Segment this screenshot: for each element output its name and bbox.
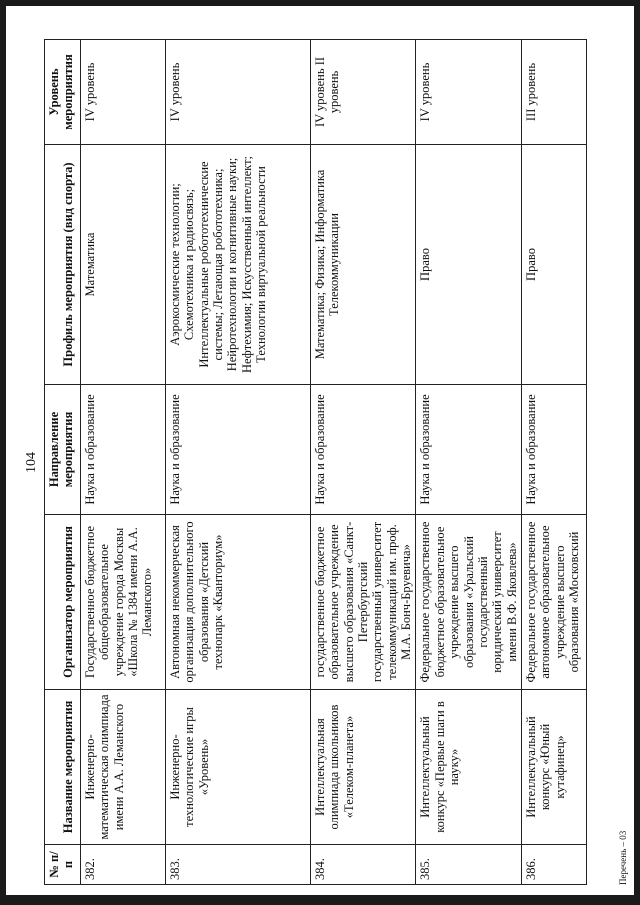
row-num: 384. (310, 845, 416, 885)
row-name: Интеллектуальный конкурс «Первые шаги в науку» (416, 690, 522, 845)
row-level: IV уровень (80, 40, 165, 145)
row-num: 382. (80, 845, 165, 885)
header-level: Уровень мероприятия (45, 40, 81, 145)
row-profile: Право (416, 145, 522, 385)
row-direction: Наука и образование (522, 385, 587, 515)
table-row (522, 40, 587, 885)
row-level: IV уровень II уровень (310, 40, 416, 145)
row-direction: Наука и образование (416, 385, 522, 515)
row-organizer: Государственное бюджетное общеобразовательное учреждение города Москвы «Школа № 1384 имени А.А. Леманского» (80, 515, 165, 690)
header-name: Название мероприятия (45, 690, 81, 845)
row-name: Инженерно-математическая олимпиада имени А.А. Леманского (80, 690, 165, 845)
row-direction: Наука и образование (165, 385, 310, 515)
scan-border-left (0, 0, 6, 905)
header-num: № п/п (45, 845, 81, 885)
table-row (310, 40, 416, 885)
row-organizer: Автономная некоммерческая организация дополнительного образования «Детский технопарк «Кванториум» (165, 515, 310, 690)
row-num: 386. (522, 845, 587, 885)
row-organizer: Федеральное государственное автономное образовательное учреждение высшего образования «Московский (522, 515, 587, 690)
row-level: IV уровень (416, 40, 522, 145)
header-organizer: Организатор мероприятия (45, 515, 81, 690)
scan-border-right (634, 0, 640, 905)
row-direction: Наука и образование (80, 385, 165, 515)
row-profile: Право (522, 145, 587, 385)
table-row (165, 40, 310, 885)
row-name: Интеллектуальный конкурс «Юный кутафинец» (522, 690, 587, 845)
table-row (80, 40, 165, 885)
row-organizer: Федеральное государственное бюджетное образовательное учреждение высшего образования «Уральский государственный юридический университет имени В.Ф. Яковлева» (416, 515, 522, 690)
document-page (24, 40, 630, 885)
row-direction: Наука и образование (310, 385, 416, 515)
row-level: III уровень (522, 40, 587, 145)
row-profile: Математика; Физика; Информатика Телекоммуникации (310, 145, 416, 385)
row-profile: Математика (80, 145, 165, 385)
row-profile: Аэрокосмические технологии; Схемотехника и радиосвязь; Интеллектуальные робототехнические системы; Летающая робототехника; Нейротехнологии и когнитивные науки; Нефтехимия; Искусственный интеллект; Технологии виртуальной реальности (165, 145, 310, 385)
events-table (44, 39, 587, 885)
scan-border-top (0, 0, 640, 6)
table-header-row (45, 40, 81, 885)
row-organizer: государственное бюджетное образовательное учреждение высшего образования «Санкт-Петербургский государственный университет телекоммуникаций им. проф. М.А. Бонч-Бруевича» (310, 515, 416, 690)
row-name: Инженерно-технологические игры «Уровень» (165, 690, 310, 845)
page-number: 104 (24, 452, 39, 473)
header-profile: Профиль мероприятия (вид спорта) (45, 145, 81, 385)
table-row (416, 40, 522, 885)
header-direction: Направление мероприятия (45, 385, 81, 515)
row-name: Интеллектуальная олимпиада школьников «Телеком-планета» (310, 690, 416, 845)
row-num: 383. (165, 845, 310, 885)
footer-note: Перечень – 03 (618, 830, 628, 885)
row-level: IV уровень (165, 40, 310, 145)
row-num: 385. (416, 845, 522, 885)
scan-border-bottom (0, 895, 640, 905)
